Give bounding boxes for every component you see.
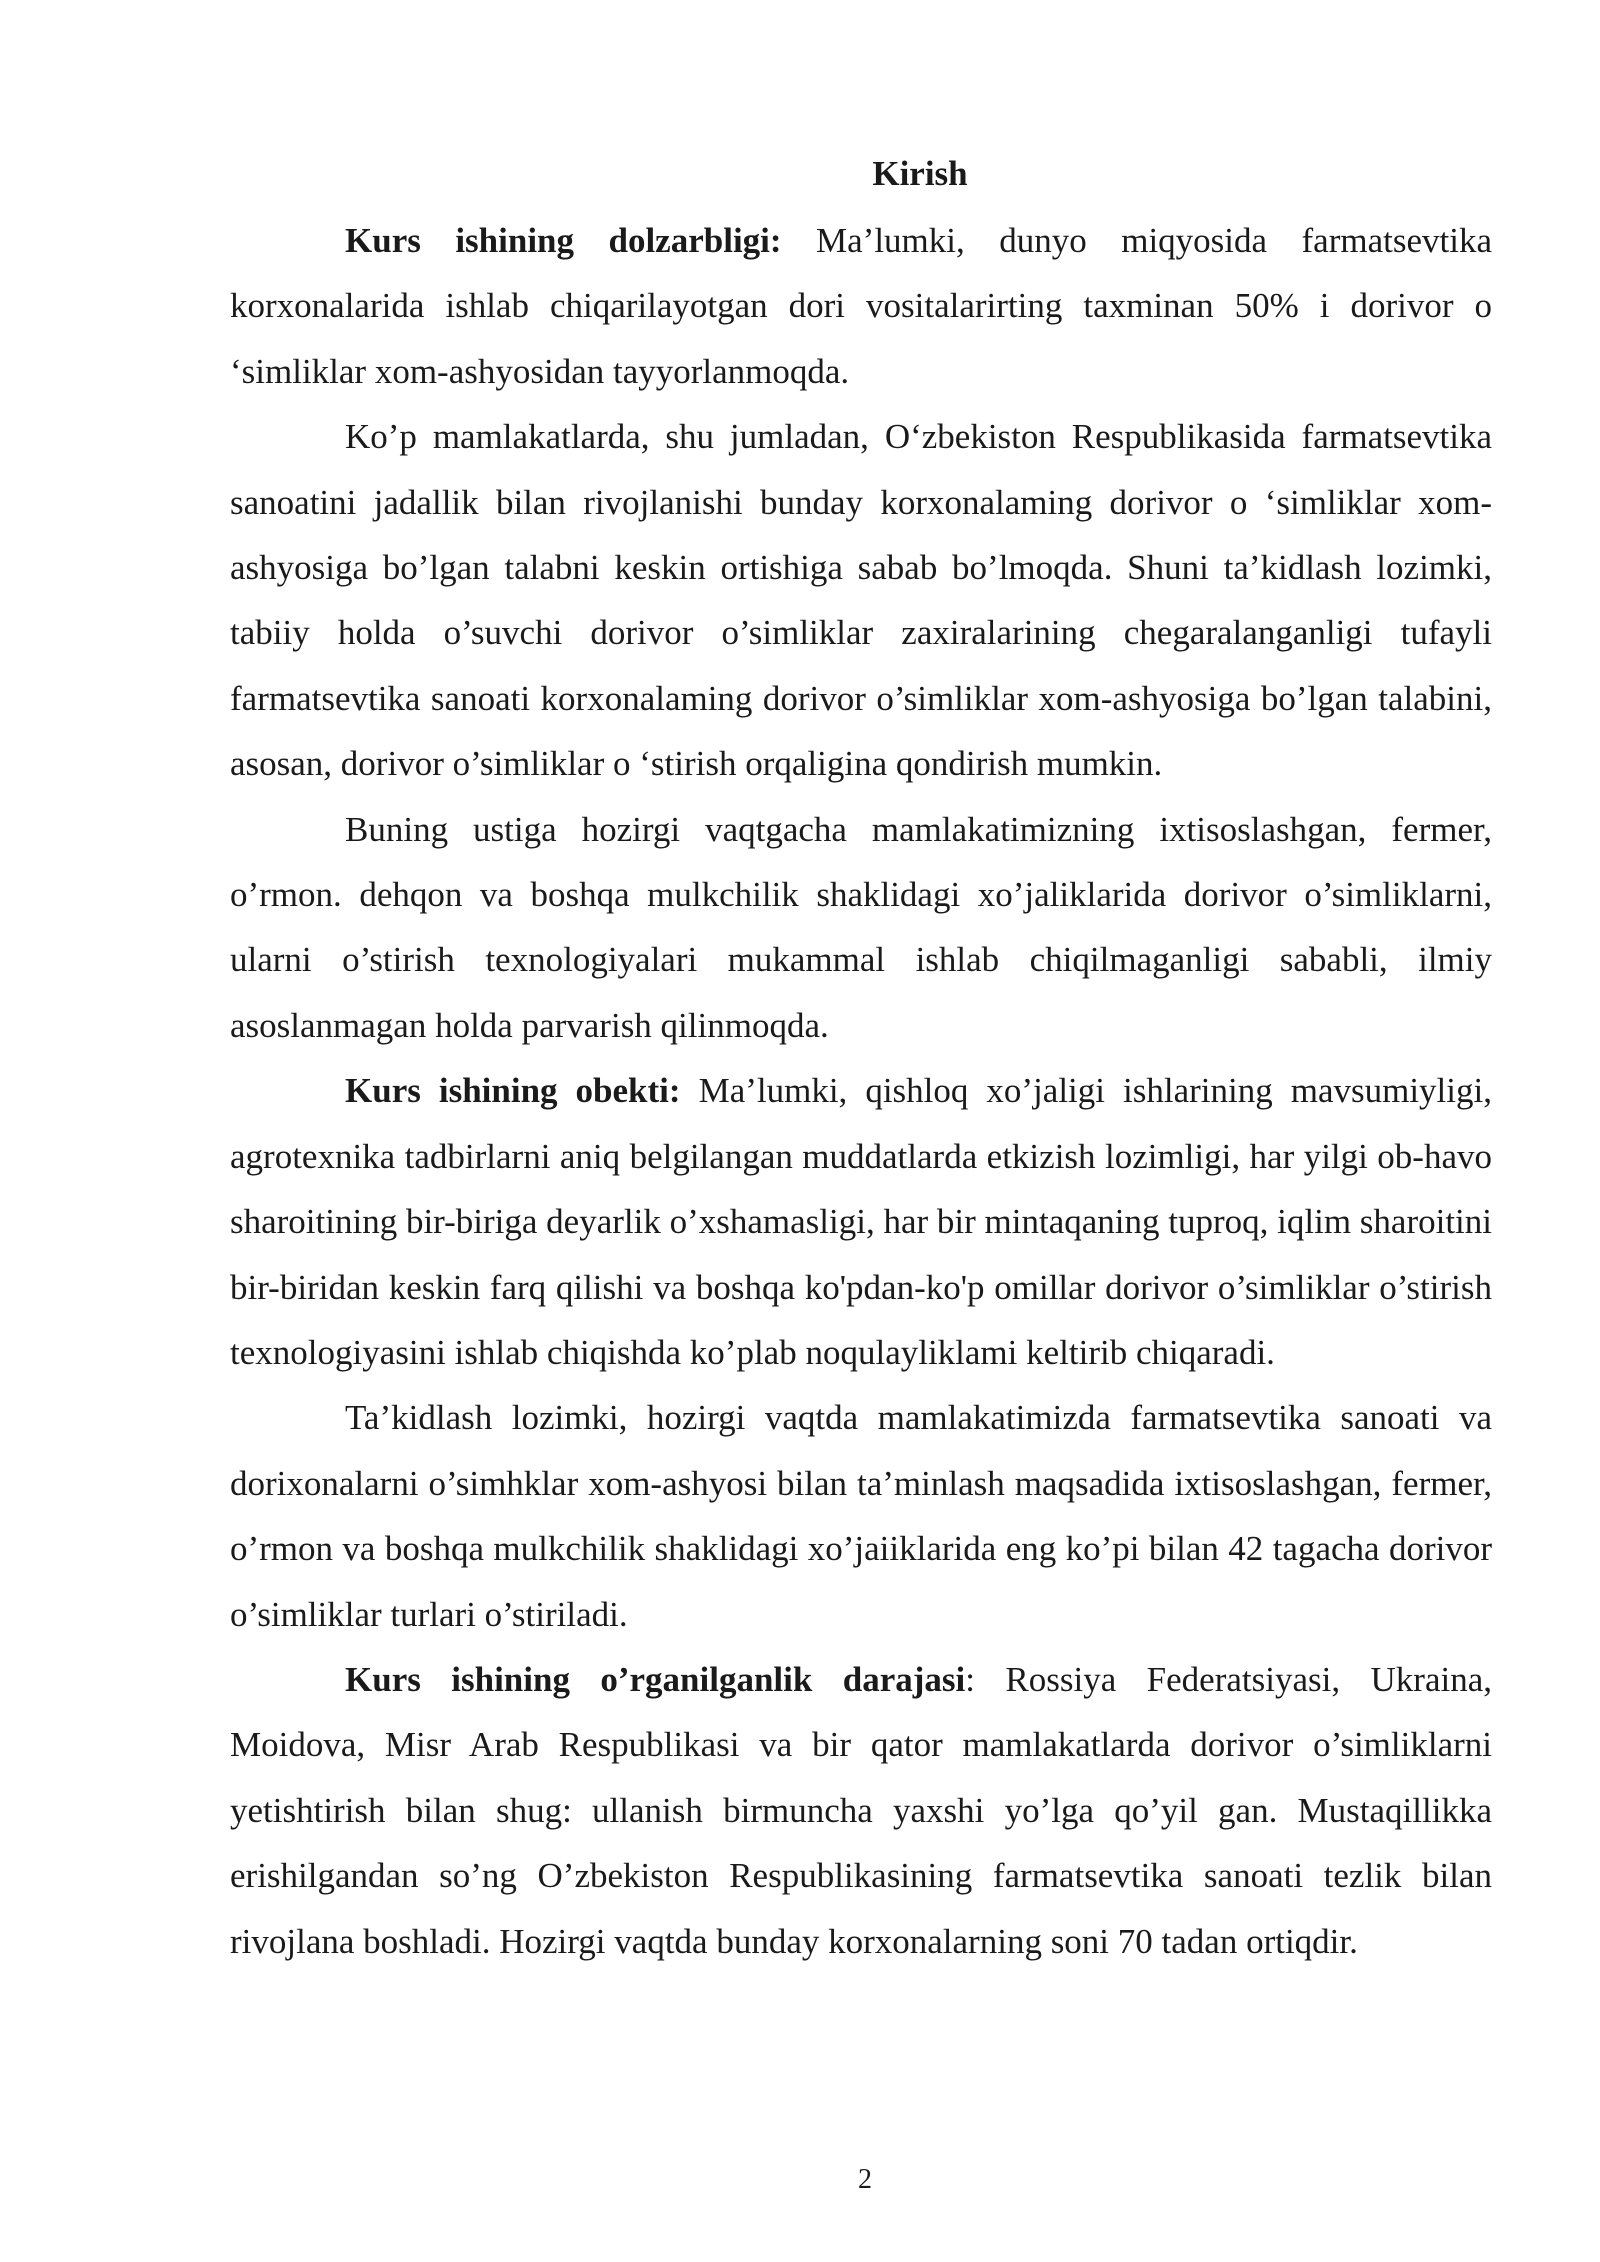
paragraph-object [230,1058,1492,1385]
paragraph-lead: Kurs ishining dolzarbligi: [345,221,782,260]
paragraph-text: Ma’lumki, qishloq xo’jaligi ishlarining mavsumiyligi, agrotexnika tadbirlarni aniq belgilangan muddatlarda etkizish lozimligi, har yilgi ob-havo sharoitining bir-biriga deyarlik o’xshamasligi, har bir mintaqaning tuproq, iqlim sharoitini bir-biridan keskin farq qilishi va boshqa ko'pdan-ko'p omillar dorivor o’simliklar o’stirish texnologiyasini ishlab chiqishda ko’plab noqulayliklami keltirib chiqaradi. [230,1071,1492,1372]
paragraph [230,1385,1492,1647]
paragraph [230,404,1492,796]
paragraph-study-level [230,1647,1492,1974]
paragraph-lead: Kurs ishining obekti: [345,1071,681,1111]
paragraph-text: : Rossiya Federatsiyasi, Ukraina, Moidova, Misr Arab Respublikasi va bir qator mamlakatlarda dorivor o’simliklarni yetishtirish bilan shug: ullanish birmuncha yaxshi yo’lga qo’yil gan. Mustaqillikka erishilgandan so’ng O’zbekiston Respublikasining farmatsevtika sanoati tezlik bilan rivojlana boshladi. Hozirgi vaqtda bunday korxonalarning soni 70 tadan ortiqdir. [230,1659,1492,1961]
document-body [230,208,1492,1974]
page-number: 2 [858,2164,872,2195]
paragraph-text: Ta’kidlash lozimki, hozirgi vaqtda mamlakatimizda farmatsevtika sanoati va dorixonalarni o’simhklar xom-ashyosi bilan ta’minlash maqsadida ixtisoslashgan, fermer, o’rmon va boshqa mulkchilik shaklidagi xo’jaiiklarida eng ko’pi bilan 42 tagacha dorivor o’simliklar turlari o’stiriladi. [230,1398,1492,1634]
paragraph-text: Ko’p mamlakatlarda, shu jumladan, O‘zbekiston Respublikasida farmatsevtika sanoatini jadallik bilan rivojlanishi bunday korxonalaming dorivor o ‘simliklar xom-ashyosiga bo’lgan talabni keskin ortishiga sabab bo’lmoqda. Shuni ta’kidlash lozimki, tabiiy holda o’suvchi dorivor o’simliklar zaxiralarining chegaralanganligi tufayli farmatsevtika sanoati korxonalaming dorivor o’simliklar xom-ashyosiga bo’lgan talabini, asosan, dorivor o’simliklar o ‘stirish orqaligina qondirish mumkin. [230,417,1492,784]
paragraph-text: Ma’lumki, dunyo miqyosida farmatsevtika korxonalarida ishlab chiqarilayotgan dori vositalarirting taxminan 50% i dorivor o ‘simliklar xom-ashyosidan tayyorlanmoqda. [230,221,1492,391]
paragraph-lead: Kurs ishining o’rganilganlik darajasi [345,1659,966,1699]
paragraph [230,797,1492,1059]
page-title: Kirish [872,154,968,193]
paragraph-text: Buning ustiga hozirgi vaqtgacha mamlakatimizning ixtisoslashgan, fermer, o’rmon. dehqon va boshqa mulkchilik shaklidagi xo’jaliklarida dorivor o’simliklarni, ularni o’stirish texnologiyalari mukammal ishlab chiqilmaganligi sababli, ilmiy asoslanmagan holda parvarish qilinmoqda. [230,809,1492,1045]
paragraph-relevance [230,208,1492,404]
